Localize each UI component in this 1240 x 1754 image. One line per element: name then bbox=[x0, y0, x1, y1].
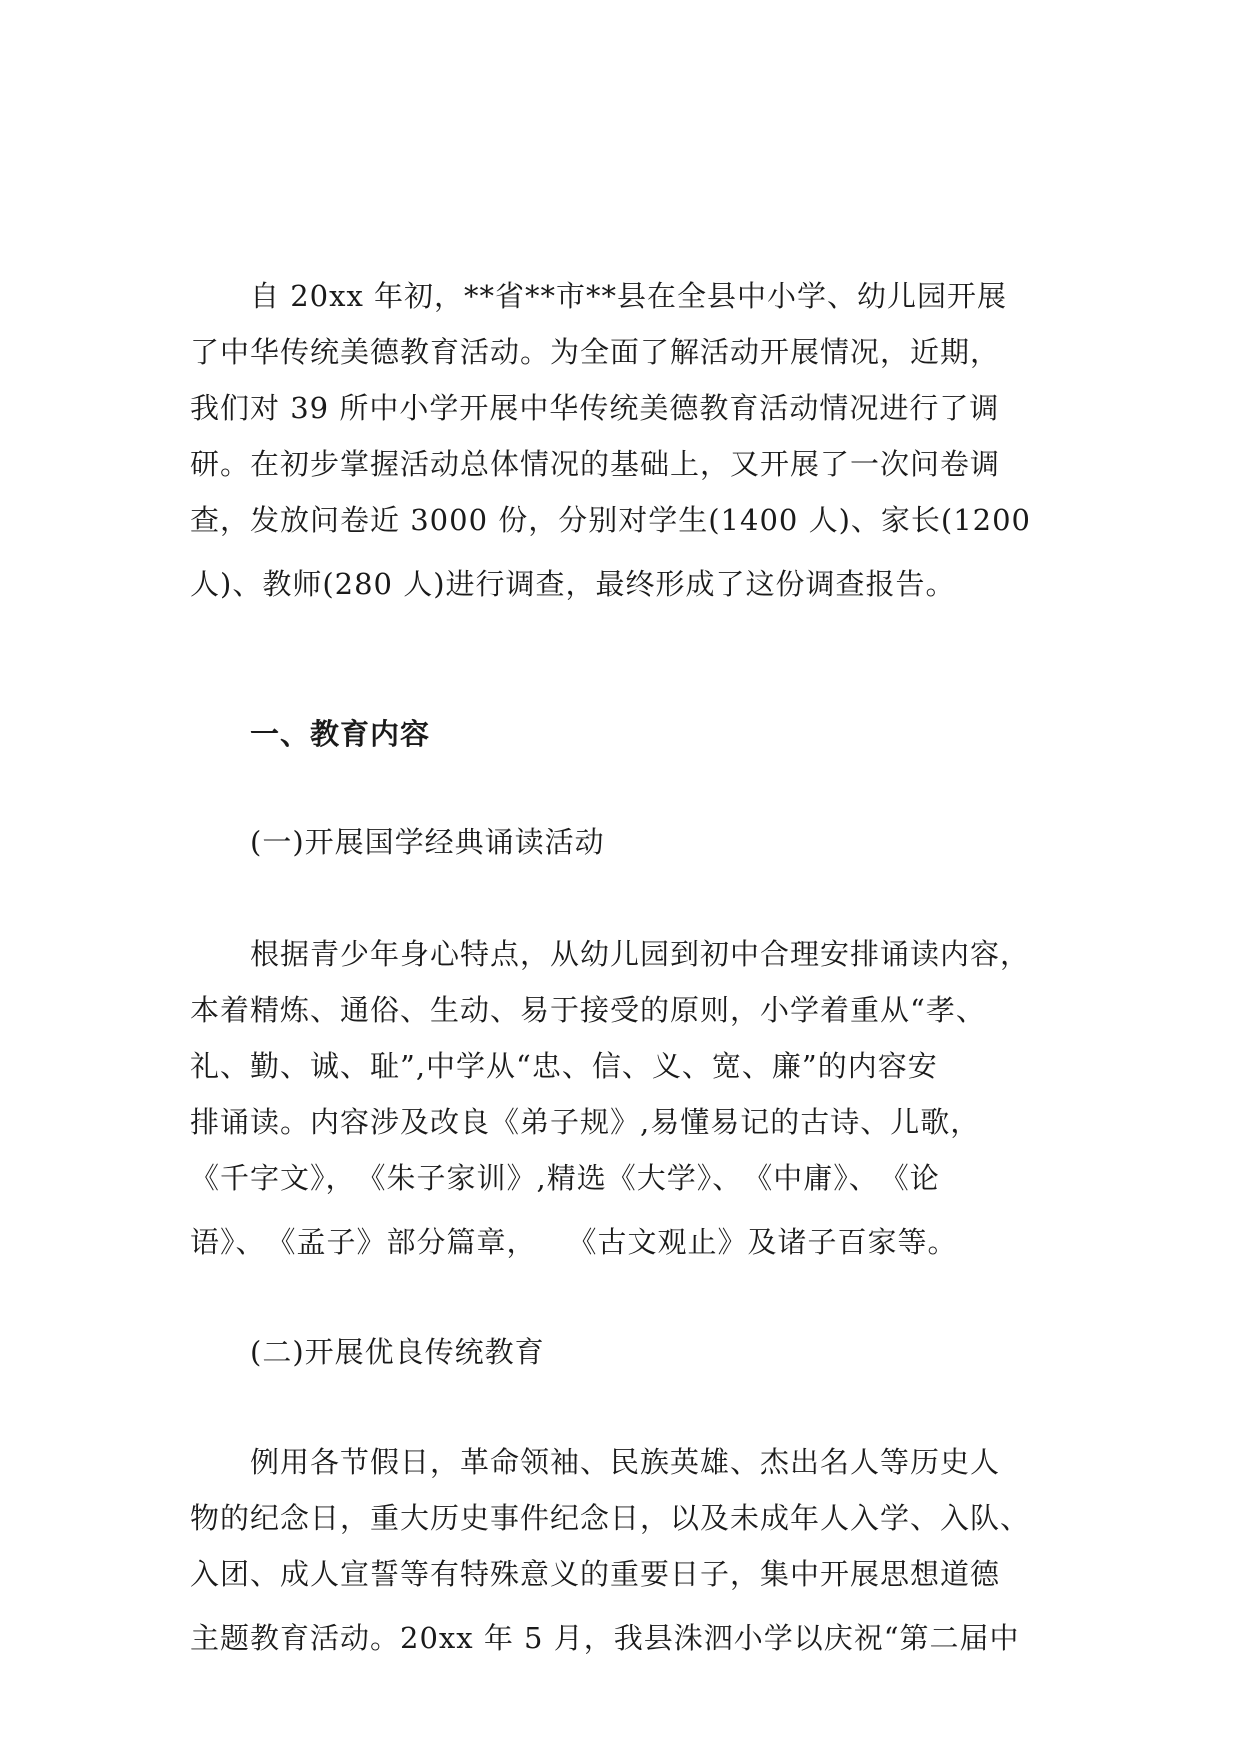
paragraph-line: 《千字文》， 《朱子家训》,精选《大学》、 《中庸》、 《论 bbox=[190, 1161, 940, 1195]
paragraph-line: 研。在初步掌握活动总体情况的基础上，又开展了一次问卷调 bbox=[190, 447, 1001, 481]
paragraph-line: 语》、 《孟子》部分篇章， 《古文观止》及诸子百家等。 bbox=[190, 1225, 958, 1259]
paragraph-line: 排诵读。内容涉及改良《弟子规》,易懂易记的古诗、儿歌， bbox=[190, 1105, 981, 1139]
paragraph-line: 本着精炼、通俗、生动、易于接受的原则，小学着重从“孝、 bbox=[190, 993, 986, 1027]
paragraph-line: 物的纪念日，重大历史事件纪念日，以及未成年人入学、入队、 bbox=[190, 1501, 1031, 1535]
intro-paragraph bbox=[190, 268, 1070, 612]
subsection-title: (二)开展优良传统教育 bbox=[250, 1335, 545, 1369]
paragraph-line: 根据青少年身心特点，从幼儿园到初中合理安排诵读内容， bbox=[250, 937, 1031, 971]
paragraph-line: 入团、成人宣誓等有特殊意义的重要日子，集中开展思想道德 bbox=[190, 1557, 1001, 1591]
section-heading: 一、教育内容 bbox=[250, 717, 431, 751]
paragraph-line: 例用各节假日，革命领袖、民族英雄、杰出名人等历史人 bbox=[250, 1445, 1001, 1479]
subsection-paragraph bbox=[190, 926, 1070, 1270]
paragraph-line: 主题教育活动。20xx 年 5 月，我县洙泗小学以庆祝“第二届中 bbox=[190, 1621, 1020, 1655]
paragraph-line: 了中华传统美德教育活动。为全面了解活动开展情况，近期， bbox=[190, 335, 1001, 369]
subsection-paragraph bbox=[190, 1434, 1070, 1666]
paragraph-line: 礼、勤、诚、耻”,中学从“忠、信、义、宽、廉”的内容安 bbox=[190, 1049, 938, 1083]
subsection-title: (一)开展国学经典诵读活动 bbox=[250, 825, 605, 859]
paragraph-line: 我们对 39 所中小学开展中华传统美德教育活动情况进行了调 bbox=[190, 391, 1000, 425]
paragraph-line: 自 20xx 年初，**省**市**县在全县中小学、幼儿园开展 bbox=[250, 279, 1008, 313]
paragraph-line: 人)、教师(280 人)进行调查，最终形成了这份调查报告。 bbox=[190, 567, 956, 601]
paragraph-line: 查，发放问卷近 3000 份，分别对学生(1400 人)、家长(1200 bbox=[190, 503, 1032, 537]
